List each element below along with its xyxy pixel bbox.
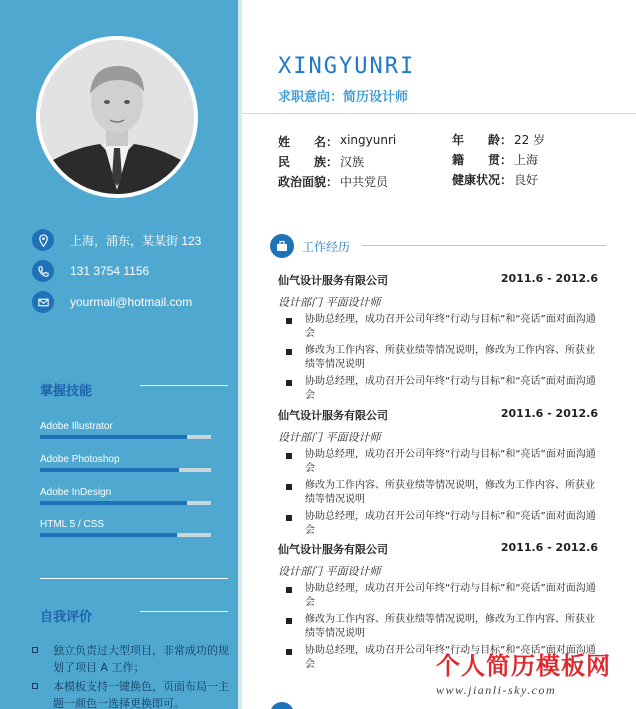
job-header: [278, 407, 598, 423]
skill-bar: [40, 468, 211, 472]
skill-item: [40, 487, 211, 505]
watermark-url: www.jianli-sky.com: [436, 683, 557, 697]
job-duty: [278, 479, 598, 507]
info-label: 民 族：: [278, 155, 339, 169]
job-duty-text: 协助总经理，成功召开公司年终“行动与目标”和“亮话”面对面沟通会: [305, 376, 596, 401]
job-header: [278, 272, 598, 288]
job-duty: [278, 510, 598, 538]
info-label: 年 龄：: [452, 133, 513, 147]
job-duty: [278, 582, 598, 610]
skill-bar: [40, 533, 211, 537]
evaluation-text: 本模板支持一键换色，页面布局一主题一颜色一选择更换即可。: [53, 680, 229, 709]
square-bullet-icon: [286, 618, 292, 624]
experience-heading: [270, 234, 350, 258]
watermark: [436, 646, 632, 698]
skill-item: [40, 421, 211, 439]
email-text: yourmail@hotmail.com: [70, 295, 193, 309]
square-bullet-icon: [286, 515, 292, 521]
contact-address: [32, 228, 201, 252]
experience-rule: [362, 245, 606, 246]
address-text: 上海，浦东，某某街 123: [70, 233, 202, 248]
sidebar: [0, 0, 238, 709]
evaluation-item: [32, 642, 230, 676]
job-period: 2011.6 - 2012.6: [500, 541, 598, 554]
avatar: [40, 40, 194, 194]
job-duty-text: 修改为工作内容、所获业绩等情况说明，修改为工作内容、所获业绩等情况说明: [305, 345, 595, 370]
skill-fill: [40, 468, 179, 472]
info-label: 政治面貌：: [278, 175, 339, 189]
job-period: 2011.6 - 2012.6: [500, 407, 598, 420]
job-duty-text: 修改为工作内容、所获业绩等情况说明，修改为工作内容、所获业绩等情况说明: [305, 614, 595, 639]
job-duty-text: 协助总经理，成功召开公司年终“行动与目标”和“亮话”面对面沟通会: [305, 583, 596, 608]
job-role: 设计部门 平面设计师: [278, 431, 381, 444]
main-content: [242, 0, 636, 709]
square-bullet-icon: [286, 453, 292, 459]
candidate-name: XINGYUNRI: [278, 54, 416, 79]
contact-phone: [32, 259, 149, 283]
square-bullet-icon: [286, 349, 292, 355]
info-value: 上海: [514, 153, 539, 167]
job-header: [278, 541, 598, 557]
contact-email: [32, 290, 192, 314]
job-company: 仙气设计服务有限公司: [278, 409, 388, 422]
job-period: 2011.6 - 2012.6: [500, 272, 598, 285]
square-bullet-icon: [286, 587, 292, 593]
square-bullet-icon: [286, 649, 292, 655]
skills-title-rule: [140, 385, 228, 386]
experience-title: 工作经历: [302, 239, 351, 254]
job-entry: [278, 407, 598, 538]
job-duty-text: 协助总经理，成功召开公司年终“行动与目标”和“亮话”面对面沟通会: [305, 449, 596, 474]
job-company: 仙气设计服务有限公司: [278, 274, 388, 287]
job-role: 设计部门 平面设计师: [278, 565, 381, 578]
skill-fill: [40, 533, 177, 537]
location-pin-icon: [32, 229, 54, 251]
square-bullet-icon: [32, 683, 38, 689]
job-duty: [278, 448, 598, 476]
job-duty-text: 协助总经理，成功召开公司年终“行动与目标”和“亮话”面对面沟通会: [305, 511, 596, 536]
info-label: 健康状况：: [452, 173, 513, 187]
job-duty: [278, 375, 598, 403]
job-duty: [278, 313, 598, 341]
mail-icon: [32, 291, 54, 313]
skill-fill: [40, 435, 187, 439]
info-value: 中共党员: [340, 175, 389, 189]
skill-name: Adobe Illustrator: [40, 421, 113, 432]
job-role: 设计部门 平面设计师: [278, 296, 381, 309]
info-value: 22 岁: [514, 133, 546, 147]
evaluation-item: [32, 678, 230, 709]
phone-text: 131 3754 1156: [70, 264, 150, 278]
job-duty: [278, 613, 598, 641]
job-duty: [278, 344, 598, 372]
skill-name: Adobe Photoshop: [40, 454, 120, 465]
skill-name: Adobe InDesign: [40, 487, 112, 498]
skill-name: HTML 5 / CSS: [40, 519, 105, 530]
skill-item: [40, 519, 211, 537]
info-label: 姓 名：: [278, 135, 339, 149]
square-bullet-icon: [286, 318, 292, 324]
job-company: 仙气设计服务有限公司: [278, 543, 388, 556]
section-divider: [40, 578, 228, 579]
evaluation-title: 自我评价: [40, 610, 93, 625]
header-divider: [242, 113, 636, 114]
skill-item: [40, 454, 211, 472]
evaluation-text: 独立负责过大型项目，非常成功的规划了项目 A 工作；: [53, 644, 229, 674]
briefcase-icon: [270, 234, 294, 258]
info-value: 良好: [514, 173, 539, 187]
job-duty-text: 协助总经理，成功召开公司年终“行动与目标”和“亮话”面对面沟通会: [305, 645, 596, 670]
job-objective: 求职意向：简历设计师: [278, 90, 409, 105]
skill-bar: [40, 501, 211, 505]
skills-title: 掌握技能: [40, 384, 93, 399]
skill-fill: [40, 501, 187, 505]
square-bullet-icon: [32, 647, 38, 653]
job-duty-text: 协助总经理，成功召开公司年终“行动与目标”和“亮话”面对面沟通会: [305, 314, 596, 339]
portrait-photo-icon: [40, 40, 194, 194]
square-bullet-icon: [286, 484, 292, 490]
watermark-title: 个人简历模板网: [436, 653, 611, 680]
info-value: xingyunri: [340, 133, 397, 147]
phone-icon: [32, 260, 54, 282]
skill-bar: [40, 435, 211, 439]
info-value: 汉族: [340, 155, 365, 169]
evaluation-title-rule: [140, 611, 228, 612]
square-bullet-icon: [286, 380, 292, 386]
info-label: 籍 贯：: [452, 153, 513, 167]
job-duty-text: 修改为工作内容、所获业绩等情况说明，修改为工作内容、所获业绩等情况说明: [305, 480, 595, 505]
job-entry: [278, 272, 598, 403]
